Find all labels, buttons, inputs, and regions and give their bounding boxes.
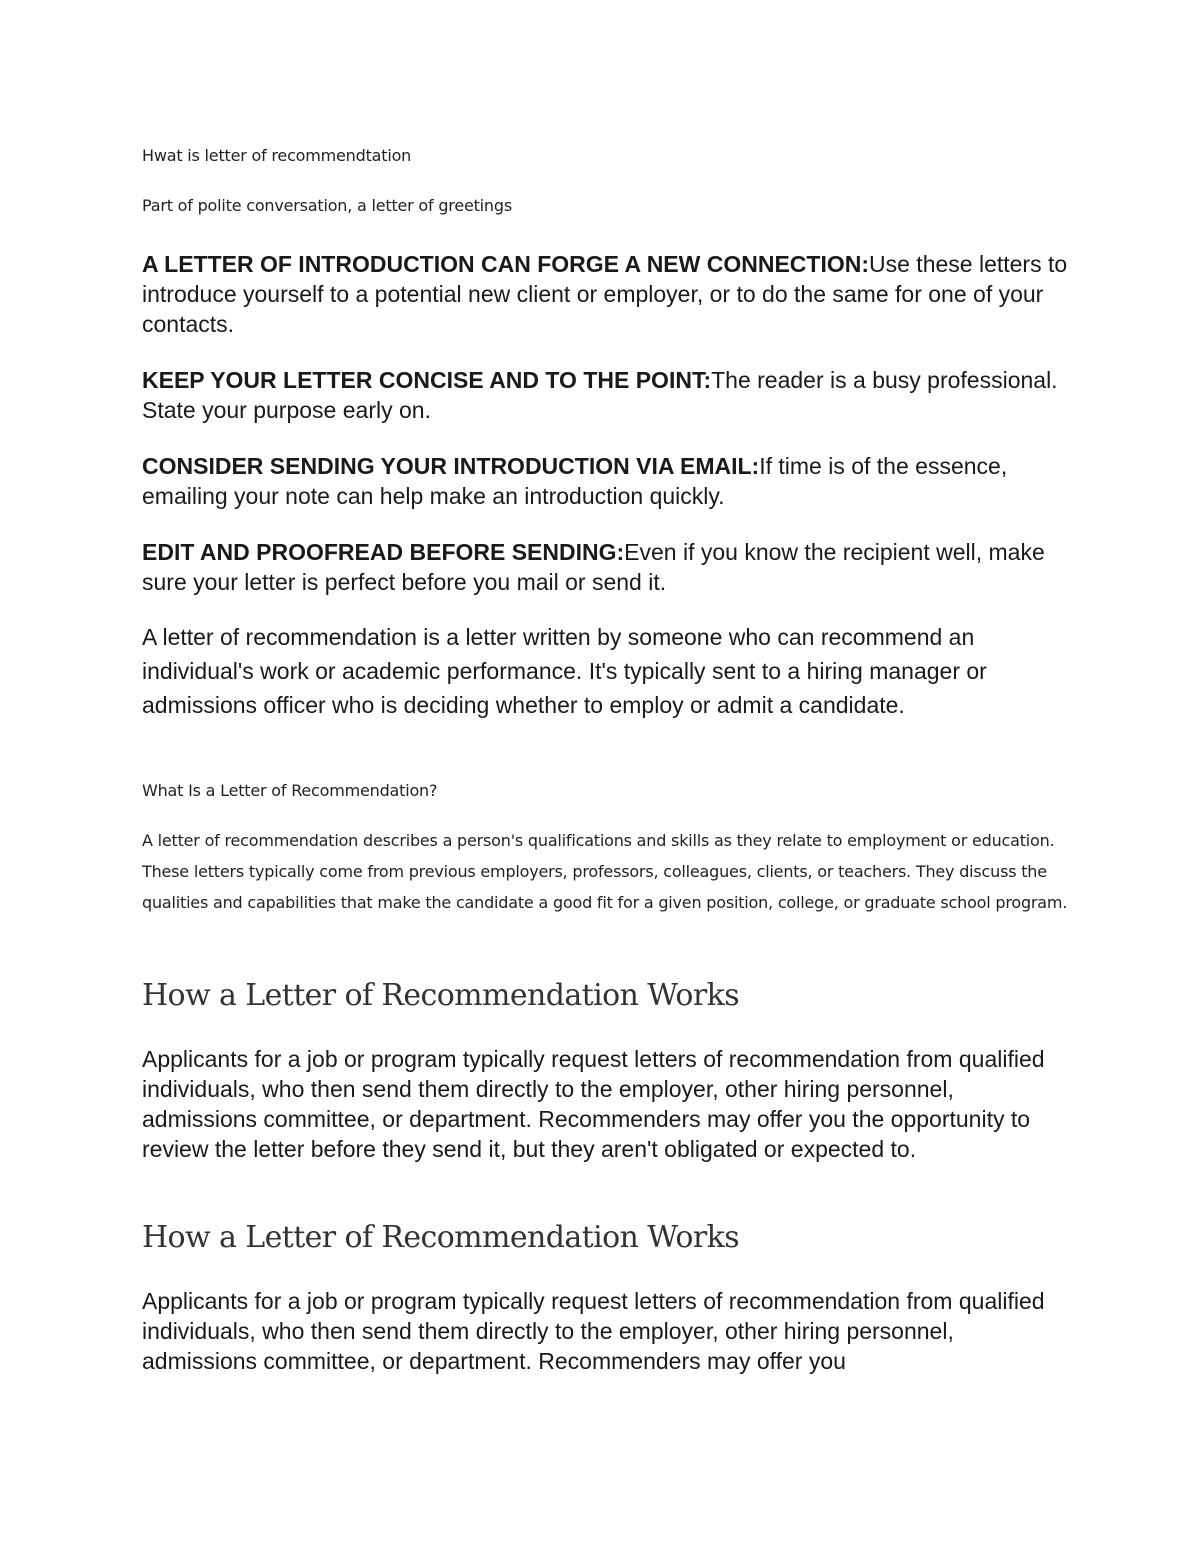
tip-heading: CONSIDER SENDING YOUR INTRODUCTION VIA EMAIL: xyxy=(142,453,760,479)
tip-paragraph xyxy=(142,537,1072,597)
tip-text: The reader is a busy professional. State your purpose early on. xyxy=(142,367,1058,423)
tip-paragraph xyxy=(142,365,1072,425)
tip-heading: A LETTER OF INTRODUCTION CAN FORGE A NEW CONNECTION: xyxy=(142,251,870,277)
definition-paragraph: A letter of recommendation is a letter written by someone who can recommend an individual's work or academic performance. It's typically sent to a hiring manager or admissions officer who is deciding whether to employ or admit a candidate. xyxy=(142,624,987,718)
tip-heading: EDIT AND PROOFREAD BEFORE SENDING: xyxy=(142,539,625,565)
tip-paragraph xyxy=(142,451,1072,511)
tip-text: Even if you know the recipient well, make sure your letter is perfect before you mail or send it. xyxy=(142,539,1045,595)
section-heading: How a Letter of Recommendation Works xyxy=(142,978,739,1013)
tip-heading: KEEP YOUR LETTER CONCISE AND TO THE POINT: xyxy=(142,367,712,393)
answer-paragraph: A letter of recommendation describes a person's qualifications and skills as they relate to employment or education. These letters typically come from previous employers, professors, colleagues, clients, or teachers. They discuss the qualities and capabilities that make the candidate a good fit for a given position, college, or graduate school program. xyxy=(142,831,1068,912)
intro-description-line: Part of polite conversation, a letter of greetings xyxy=(142,196,512,215)
section-heading: How a Letter of Recommendation Works xyxy=(142,1220,739,1255)
intro-question-line: Hwat is letter of recommendtation xyxy=(142,146,412,165)
question-heading: What Is a Letter of Recommendation? xyxy=(142,781,438,800)
tip-text: If time is of the essence, emailing your note can help make an introduction quickly. xyxy=(142,453,1008,509)
section-body: Applicants for a job or program typically request letters of recommendation from qualified individuals, who then send them directly to the employer, other hiring personnel, admissions committee, or department. Recommenders may offer you the opportunity to review the letter before they send it, but they aren't obligated or expected to. xyxy=(142,1046,1045,1162)
section-body: Applicants for a job or program typically request letters of recommendation from qualified individuals, who then send them directly to the employer, other hiring personnel, admissions committee, or department. Recommenders may offer you xyxy=(142,1288,1045,1374)
tip-text: Use these letters to introduce yourself to a potential new client or employer, or to do the same for one of your contacts. xyxy=(142,251,1068,337)
tip-paragraph xyxy=(142,249,1072,339)
